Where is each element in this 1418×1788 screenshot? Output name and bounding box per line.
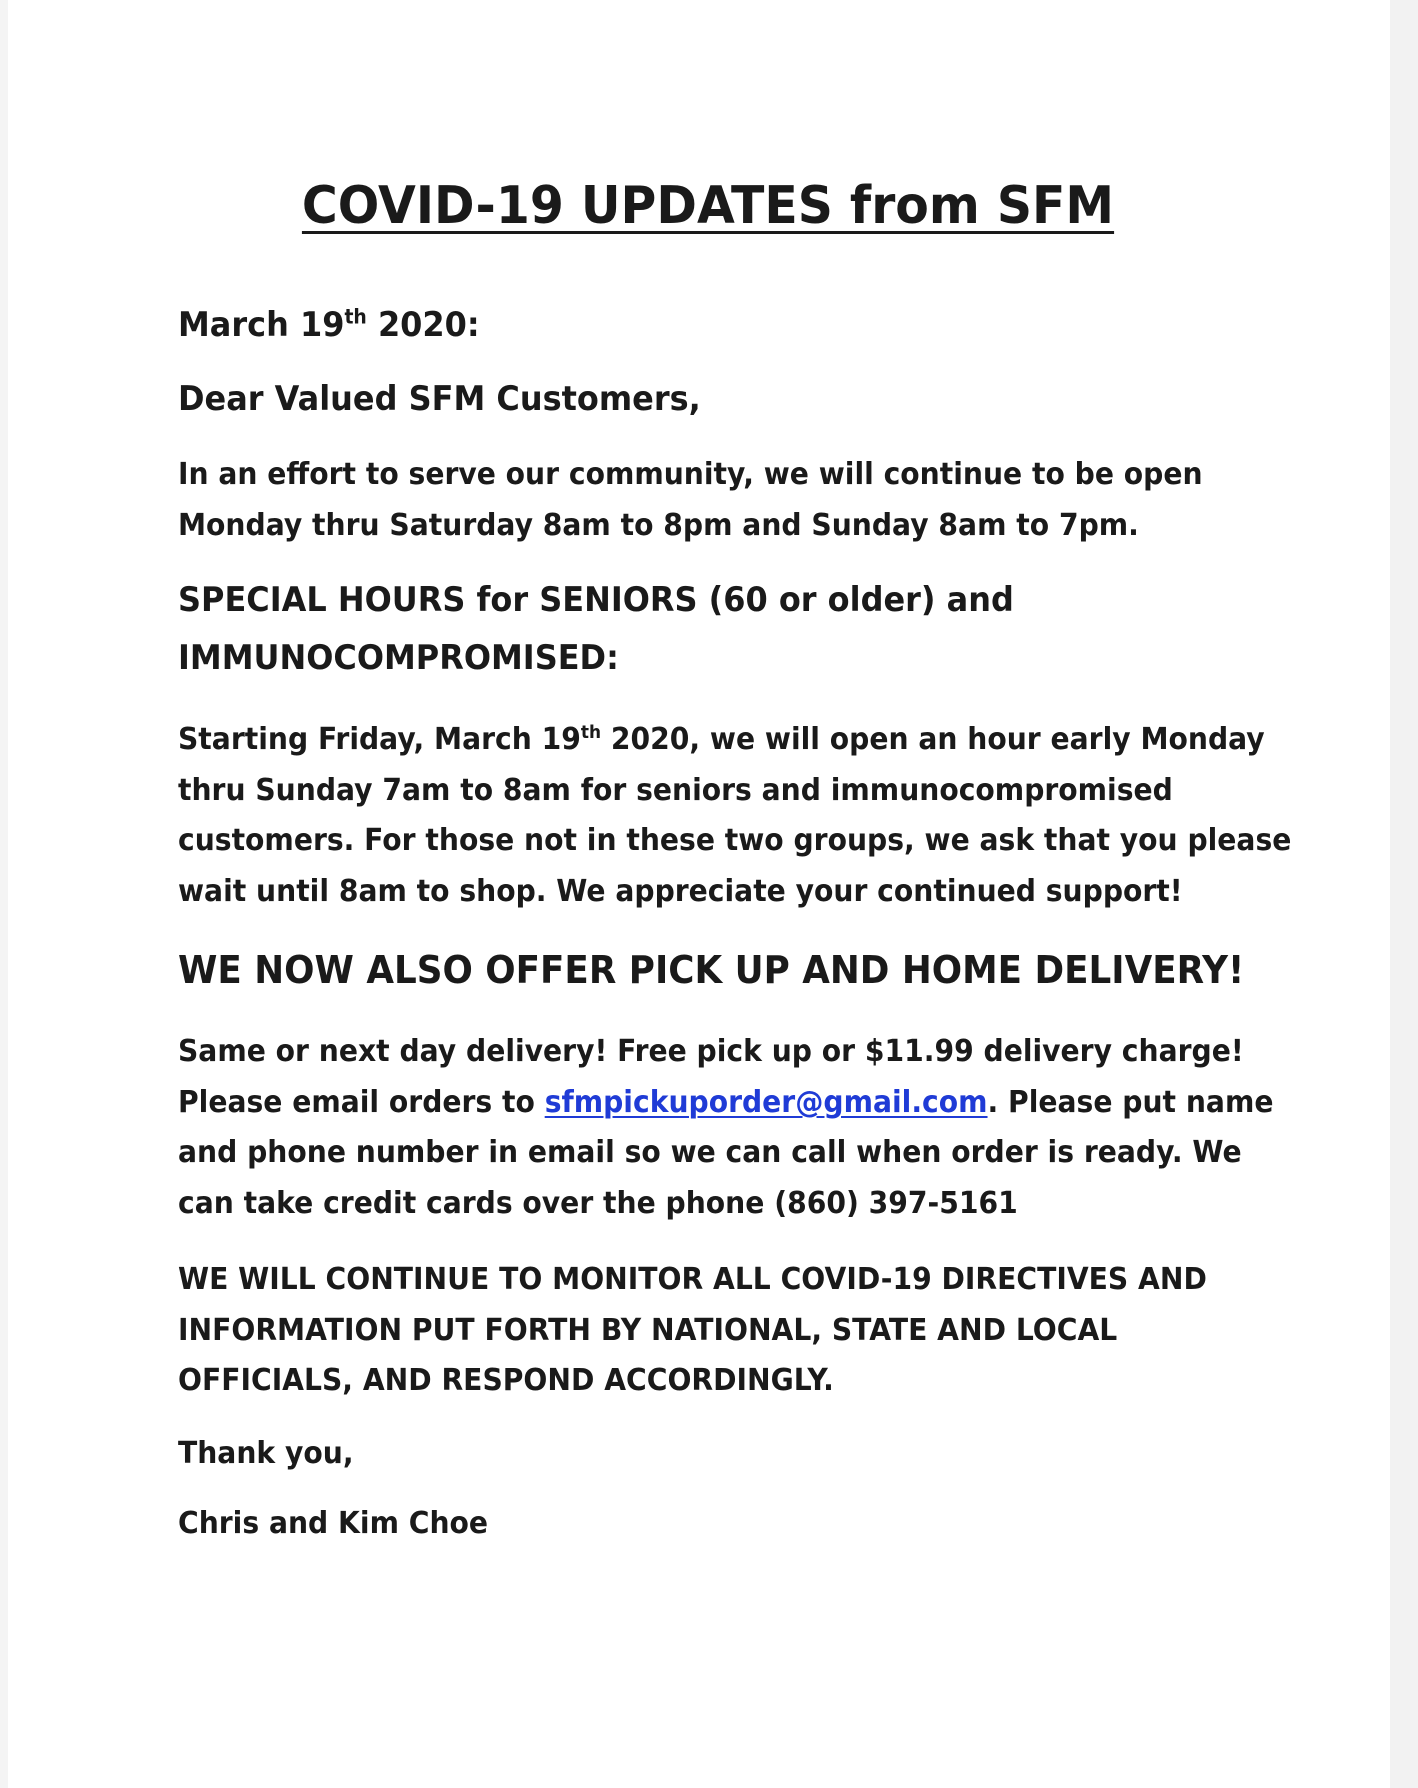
seniors-hours-paragraph bbox=[178, 715, 1292, 917]
special-hours-heading-line: IMMUNOCOMPROMISED: bbox=[178, 638, 619, 678]
delivery-heading: WE NOW ALSO OFFER PICK UP AND HOME DELIVERY! bbox=[178, 948, 1245, 992]
monitor-line: INFORMATION PUT FORTH BY NATIONAL, STATE AND LOCAL bbox=[178, 1312, 1118, 1348]
delivery-line-text: Please email orders to bbox=[178, 1084, 545, 1120]
seniors-line: thru Sunday 7am to 8am for seniors and immunocompromised bbox=[178, 772, 1173, 808]
seniors-line-text: 2020, we will open an hour early Monday bbox=[601, 722, 1265, 757]
page-edge bbox=[1390, 0, 1418, 1788]
special-hours-heading-line: SPECIAL HOURS for SENIORS (60 or older) and bbox=[178, 580, 1014, 620]
special-hours-heading bbox=[178, 571, 1193, 687]
delivery-line-text: . Please put name bbox=[987, 1084, 1274, 1120]
monitor-line: WE WILL CONTINUE TO MONITOR ALL COVID-19 DIRECTIVES AND bbox=[178, 1262, 1207, 1297]
date-ordinal-suffix: th bbox=[344, 304, 367, 329]
email-link[interactable]: sfmpickuporder@gmail.com bbox=[544, 1084, 988, 1120]
seniors-ordinal-suffix: th bbox=[580, 722, 602, 743]
seniors-line-text: Starting Friday, March 19 bbox=[178, 722, 581, 757]
seniors-line: wait until 8am to shop. We appreciate your continued support! bbox=[178, 873, 1183, 909]
seniors-line: customers. For those not in these two groups, we ask that you please bbox=[178, 823, 1292, 858]
closing-line: Thank you, bbox=[178, 1435, 354, 1471]
delivery-line: Same or next day delivery! Free pick up or $11.99 delivery charge! bbox=[178, 1034, 1244, 1069]
delivery-paragraph bbox=[178, 1027, 1274, 1229]
signature-line: Chris and Kim Choe bbox=[178, 1506, 489, 1541]
document-title: COVID-19 UPDATES from SFM bbox=[301, 176, 1115, 236]
document-page bbox=[8, 0, 1390, 1788]
date-month-day: March 19 bbox=[178, 305, 345, 345]
delivery-line bbox=[178, 1078, 1274, 1129]
store-hours-line: Monday thru Saturday 8am to 8pm and Sunday 8am to 7pm. bbox=[178, 507, 1139, 543]
monitor-paragraph bbox=[178, 1255, 1231, 1407]
store-hours-line: In an effort to serve our community, we will continue to be open bbox=[178, 457, 1203, 492]
store-hours-paragraph bbox=[178, 450, 1231, 551]
monitor-line: OFFICIALS, AND RESPOND ACCORDINGLY. bbox=[178, 1363, 834, 1398]
delivery-line: can take credit cards over the phone (860) 397-5161 bbox=[178, 1185, 1018, 1221]
document-content bbox=[178, 170, 1292, 1550]
date-year: 2020: bbox=[366, 305, 480, 345]
seniors-line bbox=[178, 715, 1265, 766]
letter-date bbox=[178, 300, 1193, 350]
letter-greeting: Dear Valued SFM Customers, bbox=[178, 379, 701, 419]
delivery-line: and phone number in email so we can call when order is ready. We bbox=[178, 1135, 1242, 1170]
